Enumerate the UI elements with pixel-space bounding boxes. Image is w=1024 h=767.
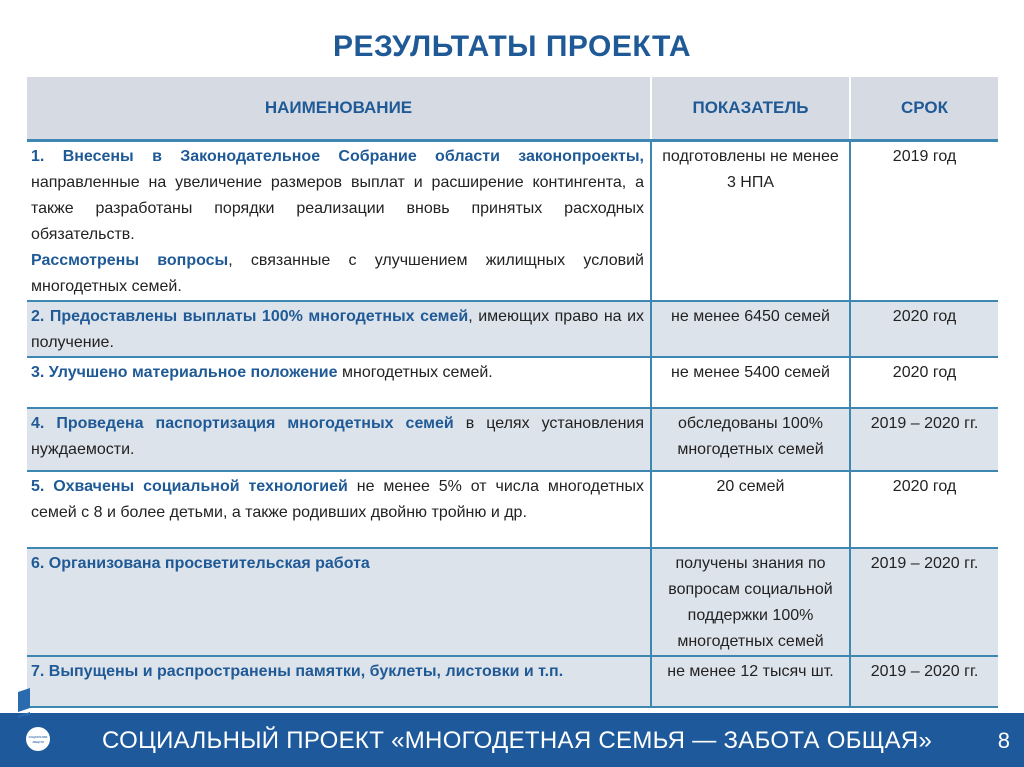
row-name <box>27 301 651 357</box>
row-text: направленные на увеличение размеров выплат и расширение контингента, а также разработаны порядки реализации вновь принятых расходных обязательств. <box>31 174 644 243</box>
row-term: 2019 – 2020 гг. <box>850 408 998 471</box>
header-indicator: ПОКАЗАТЕЛЬ <box>651 77 850 141</box>
row-indicator: обследованы 100% многодетных семей <box>651 408 850 471</box>
slide-title: РЕЗУЛЬТАТЫ ПРОЕКТА <box>332 30 692 63</box>
row-lead: 2. Предоставлены выплаты 100% многодетных семей <box>31 308 469 325</box>
table-row <box>27 471 998 548</box>
header-name: НАИМЕНОВАНИЕ <box>27 77 651 141</box>
footer-bar <box>0 713 1024 767</box>
row-name <box>27 471 651 548</box>
row-name <box>27 357 651 408</box>
row-lead: Рассмотрены вопросы <box>31 252 229 269</box>
row-term: 2020 год <box>850 357 998 408</box>
table-row <box>27 357 998 408</box>
row-text: , имеющих право на их получение. <box>31 308 645 351</box>
table-row <box>27 301 998 357</box>
row-term: 2019 год <box>850 141 998 302</box>
page-number: 8 <box>997 728 1010 753</box>
row-text: многодетных семей. <box>337 364 493 381</box>
row-term: 2019 – 2020 гг. <box>850 548 998 656</box>
table-row <box>27 408 998 471</box>
table-row <box>27 656 998 707</box>
row-name <box>27 141 651 302</box>
footer-title: СОЦИАЛЬНЫЙ ПРОЕКТ «МНОГОДЕТНАЯ СЕМЬЯ — ЗАБОТА ОБЩАЯ» <box>102 727 933 754</box>
row-lead: 7. Выпущены и распространены памятки, буклеты, листовки и т.п. <box>31 663 564 680</box>
row-indicator: не менее 6450 семей <box>651 301 850 357</box>
table-row <box>27 548 998 656</box>
row-text: , связанные с улучшением жилищных условий многодетных семей. <box>31 252 644 295</box>
svg-text:социальная: социальная <box>28 735 48 739</box>
row-indicator: получены знания по вопросам социальной поддержки 100% многодетных семей <box>651 548 850 656</box>
row-lead: 3. Улучшено материальное положение <box>31 364 338 381</box>
row-indicator: 20 семей <box>651 471 850 548</box>
table-row <box>27 141 998 302</box>
row-lead: 6. Организована просветительская работа <box>31 555 370 572</box>
svg-text:защита: защита <box>32 740 44 744</box>
row-lead: 1. Внесены в Законодательное Собрание области законопроекты, <box>31 148 644 165</box>
row-text: не менее 5% от числа многодетных семей с 8 и более детьми, а также родивших двойню тройню и др. <box>31 478 644 521</box>
row-name <box>27 408 651 471</box>
results-table <box>27 77 998 708</box>
row-lead: 5. Охвачены социальной технологией <box>31 478 348 495</box>
header-term: СРОК <box>850 77 998 141</box>
row-name <box>27 548 651 656</box>
row-indicator: подготовлены не менее 3 НПА <box>651 141 850 302</box>
row-text: в целях установления нуждаемости. <box>31 415 645 458</box>
table-header-row <box>27 77 998 141</box>
row-indicator: не менее 12 тысяч шт. <box>651 656 850 707</box>
row-term: 2019 – 2020 гг. <box>850 656 998 707</box>
social-protection-logo-icon <box>16 688 62 758</box>
row-term: 2020 год <box>850 301 998 357</box>
row-indicator: не менее 5400 семей <box>651 357 850 408</box>
row-name <box>27 656 651 707</box>
row-lead: 4. Проведена паспортизация многодетных семей <box>31 415 454 432</box>
row-term: 2020 год <box>850 471 998 548</box>
